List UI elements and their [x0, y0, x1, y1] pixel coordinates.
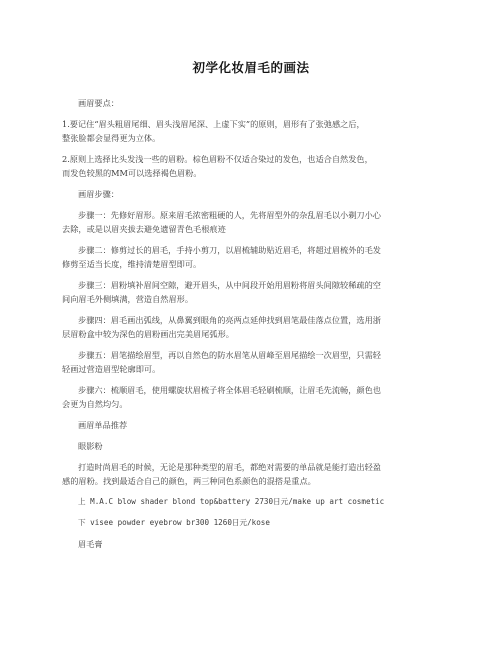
- paragraph-subheading: 眼影粉: [78, 441, 103, 451]
- paragraph-step-4: 步骤四：眉毛画出弧线，从鼻翼到眼角的亮两点延伸找到眉笔最佳落点位置，选用浙 层眉粉盒中较为深色的眉粉画出完美眉尾弧形。: [62, 315, 381, 339]
- paragraph-product-1: 上 M.A.C blow shader blond top&battery 2730日元/make up art cosmetic: [78, 497, 385, 506]
- paragraph-section-heading: 画眉单品推荐: [78, 420, 128, 430]
- paragraph-body: 打造时尚眉毛的时候，无论是那种类型的眉毛，都绝对需要的单品就是能打造出轻盈 感的眉粉。找到最适合自己的颜色，两三种同色系颜色的混搭是重点。: [62, 462, 381, 486]
- paragraph-section-heading: 画眉步骤：: [78, 189, 119, 199]
- paragraph-tip-1: 1.要记住“眉头粗眉尾细、眉头浅眉尾深、上虚下实”的原则，眉形有了张弛感之后， 整张脸都会显得更为立体。: [62, 119, 365, 143]
- document-title: 初学化妆眉毛的画法: [192, 60, 310, 75]
- paragraph-product-2: 下 visee powder eyebrow br300 1260日元/kose: [78, 518, 270, 527]
- document-body: [62, 96, 442, 558]
- paragraph-step-1: 步骤一：先修好眉形。原来眉毛浓密粗硬的人，先将眉型外的杂乱眉毛以小剃刀小心 去除，或是以眉夹拔去避免遗留青色毛根痕迹: [62, 210, 381, 234]
- paragraph-step-3: 步骤三：眉粉填补眉间空隙，避开眉头，从中间段开始用眉粉将眉头间隙较稀疏的空 间向眉毛外侧填满，营造自然眉形。: [62, 280, 381, 304]
- paragraph-step-2: 步骤二：修剪过长的眉毛，手持小剪刀，以眉梳辅助贴近眉毛，将超过眉梳外的毛发 修剪至适当长度，维持清楚眉型即可。: [62, 245, 381, 269]
- paragraph-step-5: 步骤五：眉笔描绘眉型，再以自然色的防水眉笔从眉峰至眉尾描绘一次眉型，只需轻 轻画过营造眉型轮廓即可。: [62, 350, 381, 374]
- paragraph-step-6: 步骤六：梳顺眉毛，使用螺旋状眉梳子将全体眉毛轻刷梳顺，让眉毛先流畅，颜色也 会更为自然均匀。: [62, 385, 381, 409]
- paragraph-subheading: 眉毛膏: [78, 539, 103, 549]
- paragraph-tip-2: 2.原则上选择比头发浅一些的眉粉。棕色眉粉不仅适合染过的发色，也适合自然发色， 而发色较黑的MM可以选择褐色眉粉。: [62, 154, 373, 178]
- paragraph-section-heading: 画眉要点：: [78, 98, 119, 108]
